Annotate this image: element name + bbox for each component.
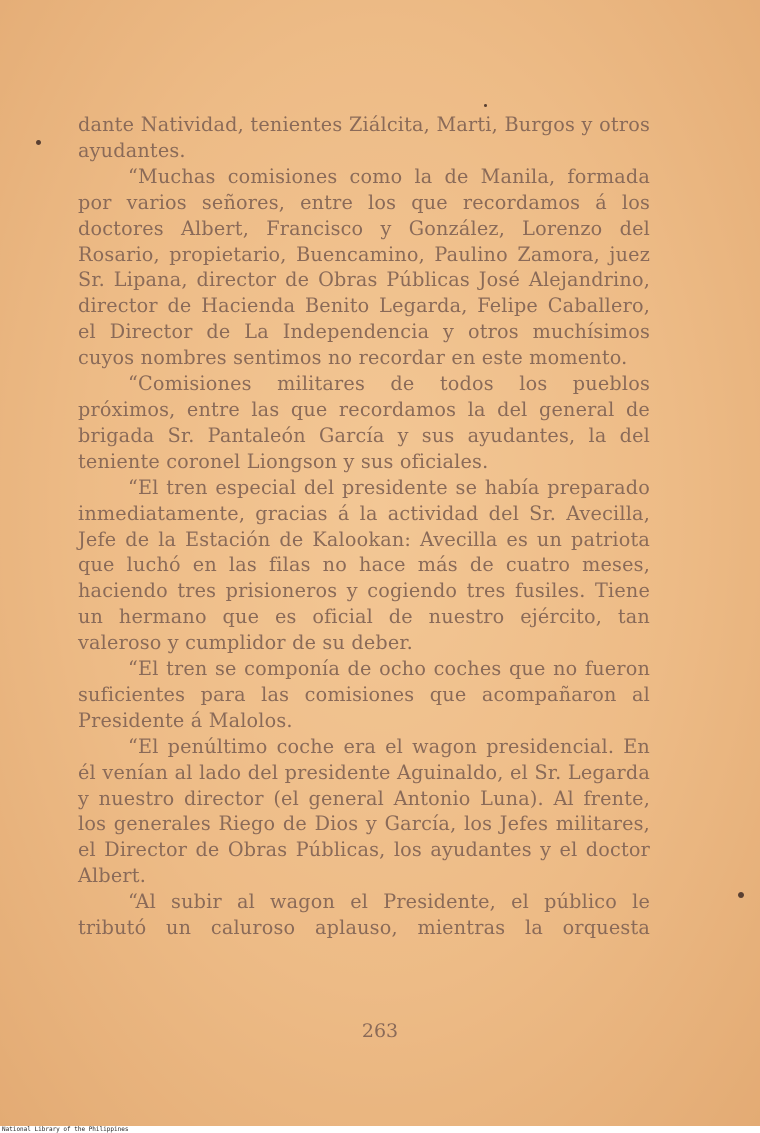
paragraph: “El tren especial del presidente se había preparado inmediatamente, gracias á la actividad del Sr. Avecilla, Jefe de la Estación de Kalookan: Avecilla es un patriota que luchó en las filas no hace más de cuatro meses, haciendo tres prisioneros y cogiendo tres fusiles. Tiene un hermano que es oficial de nuestro ejército, tan valeroso y cumplidor de su deber.: [78, 475, 650, 655]
library-credit: National Library of the Philippines: [2, 1126, 760, 1133]
ink-speck: [36, 140, 41, 145]
page-body-text: [78, 112, 650, 941]
ink-speck: [484, 104, 487, 107]
paragraph: “Comisiones militares de todos los pueblos próximos, entre las que recordamos la del general de brigada Sr. Pantaleón García y sus ayudantes, la del teniente coronel Liongson y sus oficiales.: [78, 372, 650, 473]
paragraph: “Al subir al wagon el Presidente, el público le tributó un caluroso aplauso, mientras la orquesta: [78, 890, 650, 940]
paragraph: “El penúltimo coche era el wagon presidencial. En él venían al lado del presidente Aguinaldo, el Sr. Legarda y nuestro director (el general Antonio Luna). Al frente, los generales Riego de Dios y García, los Jefes militares, el Director de Obras Públicas, los ayudantes y el doctor Albert.: [78, 734, 650, 888]
paragraph: “El tren se componía de ocho coches que no fueron suficientes para las comisiones que acompañaron al Presidente á Malolos.: [78, 657, 650, 732]
page-number: 263: [361, 1020, 399, 1042]
paragraph: dante Natividad, tenientes Ziálcita, Marti, Burgos y otros ayudantes.: [78, 113, 650, 162]
ink-speck: [738, 892, 744, 898]
paragraph: “Muchas comisiones como la de Manila, formada por varios señores, entre los que recordamos á los doctores Albert, Francisco y González, Lorenzo del Rosario, propietario, Buencamino, Paulino Zamora, juez Sr. Lipana, director de Obras Públicas José Alejandrino, director de Hacienda Benito Legarda, Felipe Caballero, el Director de La Independencia y otros muchísimos cuyos nombres sentimos no recordar en este momento.: [78, 164, 650, 370]
